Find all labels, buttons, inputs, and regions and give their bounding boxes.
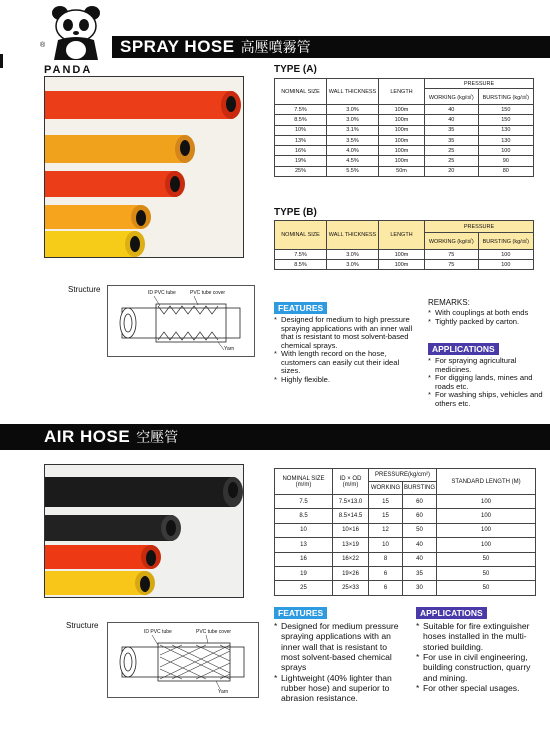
type-a-table: [274, 78, 534, 177]
col-wall: WALL THICKNESS: [327, 79, 379, 105]
table-cell: 100m: [379, 125, 425, 135]
col-working: WORKING (kg/㎠): [425, 233, 479, 250]
table-cell: 130: [478, 125, 533, 135]
table-row: [275, 566, 536, 580]
table-cell: 100: [478, 260, 533, 270]
application-item: * For washing ships, vehicles and others etc.: [428, 391, 546, 408]
hose-black-2: [44, 515, 175, 541]
table-cell: 150: [478, 105, 533, 115]
table-cell: 13×19: [333, 538, 369, 552]
col-pressure: PRESSURE: [425, 79, 534, 89]
panda-logo: [42, 4, 112, 78]
table-cell: 12: [369, 523, 403, 537]
feature-item: * Lightweight (40% lighter than rubber hose) and superior to abrasion resistance.: [274, 673, 402, 704]
table-cell: 8: [369, 552, 403, 566]
table-cell: 100m: [379, 156, 425, 166]
part-pvc-tube-cover: PVC tube cover: [190, 290, 226, 296]
table-cell: 7.5×13.0: [333, 495, 369, 509]
air-title-en: AIR HOSE: [44, 427, 131, 446]
table-cell: 90: [478, 156, 533, 166]
col-wall: WALL THICKNESS: [327, 221, 379, 250]
panda-icon: [46, 4, 106, 62]
table-row: [275, 538, 536, 552]
air-structure-diagram: [107, 622, 259, 698]
air-features-tag: FEATURES: [274, 607, 327, 619]
table-cell: 100: [437, 495, 536, 509]
feature-item: * Designed for medium pressure spraying applications with an inner wall that is resistant to most solvent-based chemical sprays: [274, 621, 402, 673]
hose-red: [44, 545, 155, 569]
table-row: [275, 115, 534, 125]
part-yarn: Yarn: [224, 346, 235, 352]
table-cell: 5.5%: [327, 166, 379, 176]
table-cell: 13%: [275, 135, 327, 145]
col-id-od: ID × OD (m/m): [333, 469, 369, 495]
part-id-pvc-tube: ID PVC tube: [144, 629, 172, 635]
col-working: WORKING: [369, 482, 403, 495]
air-applications-list: [416, 621, 544, 693]
table-cell: 25×33: [333, 581, 369, 595]
table-row: [275, 250, 534, 260]
hose-black-1: [44, 477, 237, 507]
hose-red-1: [44, 91, 235, 119]
col-bursting: BURSTING (kg/㎠): [478, 89, 533, 105]
air-hose-table: [274, 468, 536, 596]
table-cell: 35: [403, 566, 437, 580]
table-cell: 30: [403, 581, 437, 595]
table-cell: 8.5×14.5: [333, 509, 369, 523]
hose-orange: [44, 135, 189, 163]
table-cell: 40: [403, 552, 437, 566]
table-cell: 40: [425, 105, 479, 115]
table-row: [275, 105, 534, 115]
table-cell: 25: [425, 156, 479, 166]
table-cell: 75: [425, 250, 479, 260]
table-cell: 35: [425, 125, 479, 135]
table-cell: 40: [425, 115, 479, 125]
table-cell: 130: [478, 135, 533, 145]
table-row: [275, 509, 536, 523]
table-cell: 100m: [379, 146, 425, 156]
col-nominal: NOMINAL SIZE (m/m): [275, 469, 333, 495]
table-cell: 4.5%: [327, 156, 379, 166]
table-cell: 75: [425, 260, 479, 270]
table-row: [275, 581, 536, 595]
spray-hose-banner: [112, 36, 550, 58]
spray-features-tag: FEATURES: [274, 302, 327, 314]
table-row: [275, 135, 534, 145]
table-cell: 80: [478, 166, 533, 176]
table-cell: 100m: [379, 260, 425, 270]
hose-red-2: [44, 171, 179, 197]
spray-title-en: SPRAY HOSE: [120, 37, 235, 56]
application-item: * For use in civil engineering, building construction, quarry and mining.: [416, 652, 544, 683]
type-b-label: TYPE (B): [274, 207, 317, 218]
hose-structure-icon: [108, 623, 258, 697]
table-cell: 50: [437, 581, 536, 595]
remarks-list: [428, 309, 546, 326]
table-row: [275, 495, 536, 509]
table-cell: 7.5%: [275, 250, 327, 260]
application-item: * For other special usages.: [416, 683, 544, 693]
table-cell: 60: [403, 495, 437, 509]
col-pressure: PRESSURE(kg/cm²): [369, 469, 437, 482]
type-a-label: TYPE (A): [274, 64, 317, 75]
table-cell: 3.5%: [327, 135, 379, 145]
application-item: * For spraying agricultural medicines.: [428, 357, 546, 374]
remark-item: * With couplings at both ends: [428, 309, 546, 318]
feature-item: * With length record on the hose, customers can easily cut their ideal sizes.: [274, 350, 416, 376]
type-b-table: [274, 220, 534, 270]
spray-applications-tag: APPLICATIONS: [428, 343, 499, 355]
table-cell: 8.5%: [275, 115, 327, 125]
table-cell: 3.1%: [327, 125, 379, 135]
table-cell: 6: [369, 581, 403, 595]
col-bursting: BURSTING: [403, 482, 437, 495]
table-cell: 3.0%: [327, 260, 379, 270]
spray-hose-photo: [44, 76, 244, 258]
table-cell: 10: [369, 538, 403, 552]
spray-title-zh: 高壓噴霧管: [240, 39, 311, 55]
table-cell: 7.5%: [275, 105, 327, 115]
table-cell: 3.0%: [327, 115, 379, 125]
air-structure-label: Structure: [66, 621, 99, 630]
table-cell: 20: [425, 166, 479, 176]
table-cell: 25: [425, 146, 479, 156]
col-length: LENGTH: [379, 79, 425, 105]
table-cell: 100: [437, 538, 536, 552]
table-cell: 16: [275, 552, 333, 566]
spray-structure-label: Structure: [68, 285, 101, 294]
table-cell: 16×22: [333, 552, 369, 566]
spray-applications-list: [428, 357, 546, 408]
table-cell: 3.0%: [327, 105, 379, 115]
table-cell: 50m: [379, 166, 425, 176]
table-row: [275, 125, 534, 135]
air-hose-banner: [0, 424, 550, 450]
air-hose-photo: [44, 464, 244, 598]
table-cell: 100m: [379, 115, 425, 125]
col-nominal: NOMINAL SIZE: [275, 79, 327, 105]
table-row: [275, 156, 534, 166]
table-cell: 10%: [275, 125, 327, 135]
col-standard-length: STANDARD LENGTH (M): [437, 469, 536, 495]
table-cell: 19%: [275, 156, 327, 166]
table-cell: 25%: [275, 166, 327, 176]
table-cell: 15: [369, 495, 403, 509]
table-cell: 100: [437, 509, 536, 523]
part-pvc-tube-cover: PVC tube cover: [196, 629, 232, 635]
table-cell: 50: [437, 552, 536, 566]
table-cell: 100m: [379, 135, 425, 145]
table-cell: 19: [275, 566, 333, 580]
air-features-list: [274, 621, 402, 704]
air-applications-tag: APPLICATIONS: [416, 607, 487, 619]
remark-item: * Tightly packed by carton.: [428, 318, 546, 327]
table-cell: 100m: [379, 105, 425, 115]
part-yarn: Yarn: [218, 689, 229, 695]
table-cell: 60: [403, 509, 437, 523]
air-title-zh: 空壓管: [136, 429, 179, 445]
table-cell: 3.0%: [327, 250, 379, 260]
feature-item: * Highly flexible.: [274, 376, 416, 385]
spray-features-list: [274, 316, 416, 384]
remarks-title: REMARKS:: [428, 298, 470, 307]
table-row: [275, 146, 534, 156]
table-cell: 150: [478, 115, 533, 125]
table-cell: 7.5: [275, 495, 333, 509]
hose-yellow: [44, 231, 139, 257]
table-cell: 100: [478, 250, 533, 260]
application-item: * For digging lands, mines and roads etc.: [428, 374, 546, 391]
part-id-pvc-tube: ID PVC tube: [148, 290, 176, 296]
table-cell: 50: [403, 523, 437, 537]
table-cell: 8.5: [275, 509, 333, 523]
table-cell: 25: [275, 581, 333, 595]
brand-name: PANDA: [44, 64, 93, 76]
table-row: [275, 523, 536, 537]
table-row: [275, 552, 536, 566]
table-cell: 8.5%: [275, 260, 327, 270]
table-cell: 40: [403, 538, 437, 552]
spray-structure-diagram: [107, 285, 255, 357]
table-cell: 4.0%: [327, 146, 379, 156]
table-row: [275, 260, 534, 270]
hose-yellow: [44, 571, 149, 595]
table-cell: 16%: [275, 146, 327, 156]
col-working: WORKING (kg/㎠): [425, 89, 479, 105]
application-item: * Suitable for fire extinguisher hoses installed in the multi-storied building.: [416, 621, 544, 652]
col-pressure: PRESSURE: [425, 221, 534, 233]
table-cell: 10: [275, 523, 333, 537]
table-cell: 35: [425, 135, 479, 145]
table-cell: 10×16: [333, 523, 369, 537]
table-cell: 100: [437, 523, 536, 537]
table-row: [275, 166, 534, 176]
table-cell: 19×26: [333, 566, 369, 580]
table-cell: 50: [437, 566, 536, 580]
col-bursting: BURSTING (kg/㎠): [478, 233, 533, 250]
table-cell: 15: [369, 509, 403, 523]
col-nominal: NOMINAL SIZE: [275, 221, 327, 250]
table-cell: 100: [478, 146, 533, 156]
table-cell: 100m: [379, 250, 425, 260]
table-cell: 6: [369, 566, 403, 580]
feature-item: * Designed for medium to high pressure spraying applications with an inner wall that is resistant to most solvent-based chemical sprays.: [274, 316, 416, 350]
hose-orange-2: [44, 205, 145, 229]
col-length: LENGTH: [379, 221, 425, 250]
registered-mark: ®: [40, 42, 46, 49]
page-edge-mark: [0, 54, 3, 68]
table-cell: 13: [275, 538, 333, 552]
